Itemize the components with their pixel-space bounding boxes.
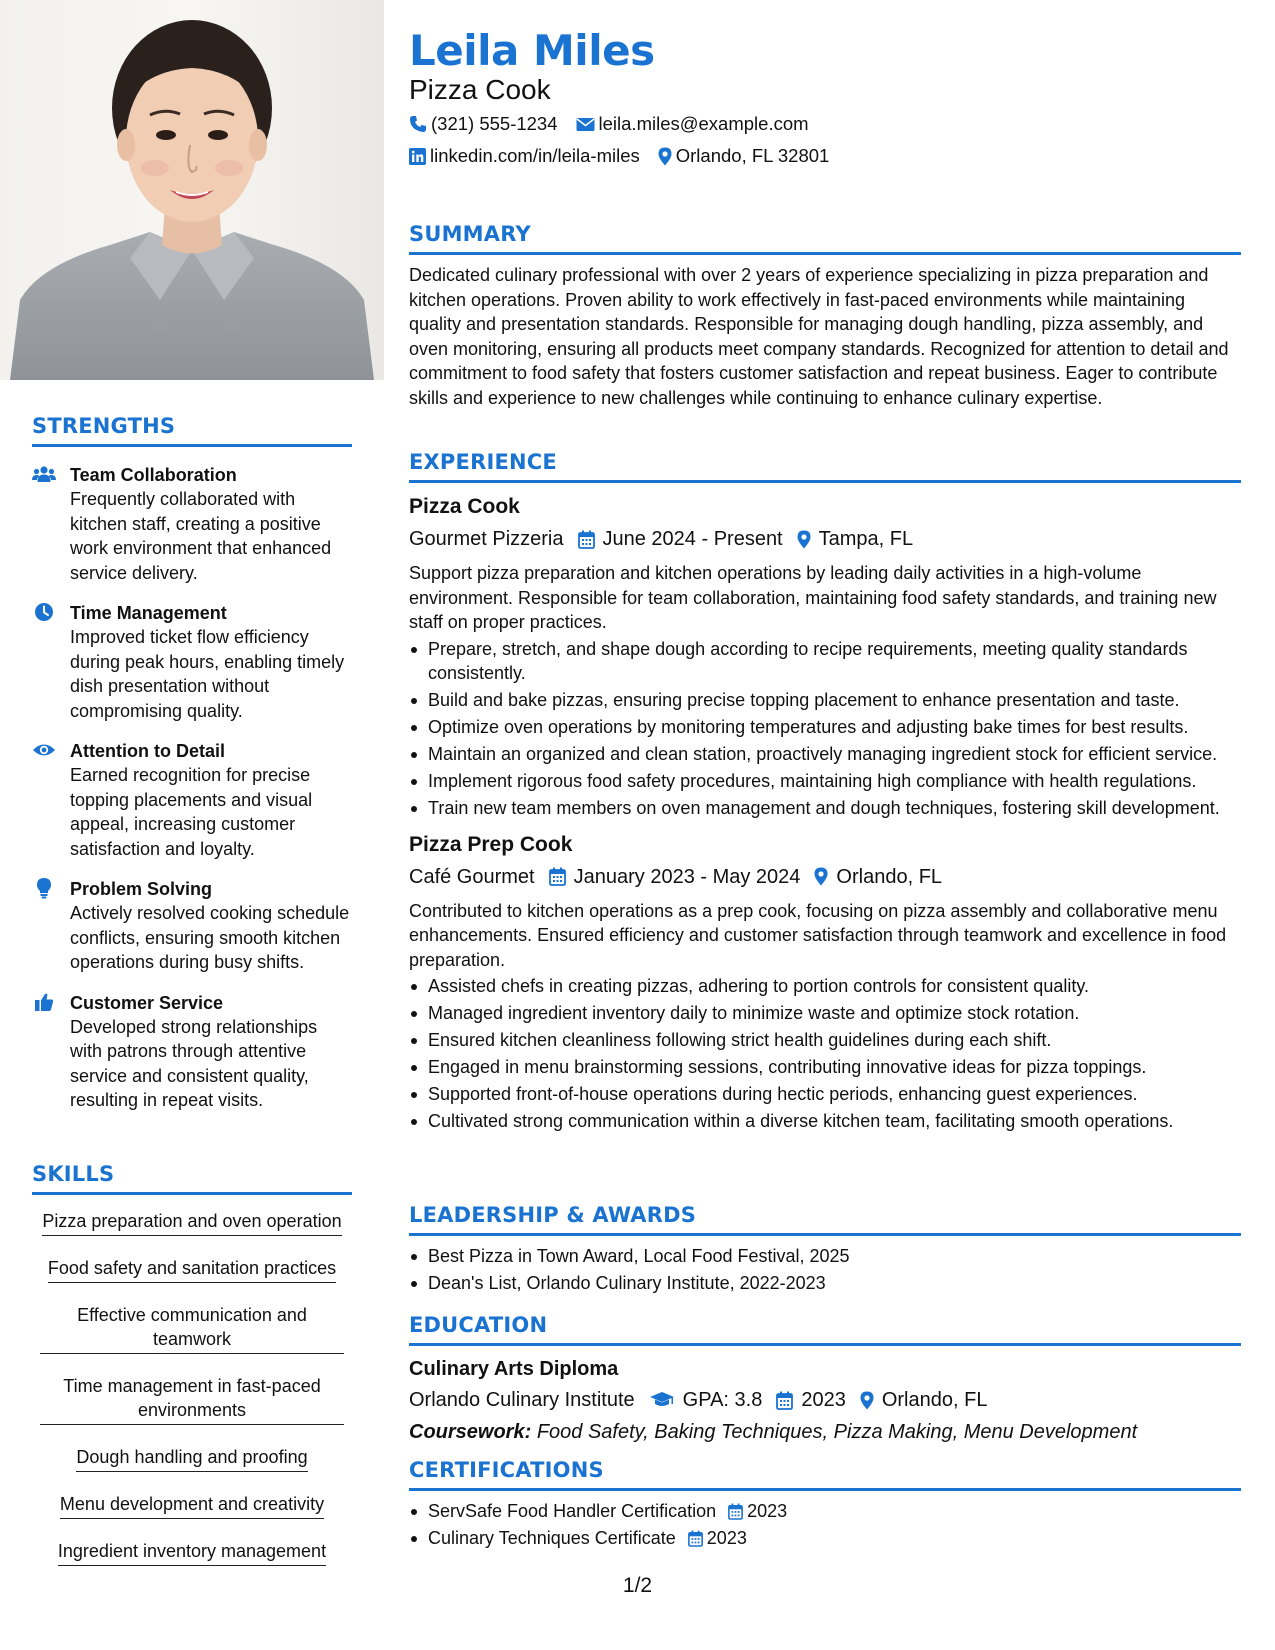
lightbulb-icon bbox=[32, 878, 56, 898]
strength-item bbox=[32, 601, 352, 723]
clock-icon bbox=[32, 602, 56, 622]
list-item: Dean's List, Orlando Culinary Institute, 2022-2023 bbox=[409, 1271, 1241, 1296]
year-value: 2023 bbox=[801, 1389, 846, 1411]
date-range: January 2023 - May 2024 bbox=[573, 865, 801, 888]
strength-item bbox=[32, 739, 352, 861]
strength-description: Frequently collaborated with kitchen staff, creating a positive work environment that enhanced service delivery. bbox=[70, 489, 332, 583]
skill-item: Pizza preparation and oven operation bbox=[42, 1209, 341, 1236]
gpa-value: GPA: 3.8 bbox=[682, 1389, 763, 1411]
page-number: 1/2 bbox=[622, 1574, 653, 1597]
experience-section bbox=[409, 450, 1241, 1136]
list-item: Build and bake pizzas, ensuring precise topping placement to enhance presentation and taste. bbox=[409, 688, 1241, 713]
phone-number: (321) 555-1234 bbox=[431, 113, 558, 134]
job-description: Support pizza preparation and kitchen operations by leading daily activities in a high-volume environment. Responsible for team collaboration, maintaining food safety standards, and training new staff on proper practices. bbox=[409, 563, 1217, 632]
calendar-icon bbox=[688, 1530, 703, 1547]
company-name: Gourmet Pizzeria bbox=[409, 528, 564, 550]
strength-description: Actively resolved cooking schedule conflicts, ensuring smooth kitchen operations during busy shifts. bbox=[70, 903, 350, 972]
strength-description: Earned recognition for precise topping placements and visual appeal, increasing customer satisfaction and loyalty. bbox=[70, 765, 313, 859]
job-location bbox=[814, 863, 942, 891]
graduation-cap-icon bbox=[649, 1391, 675, 1409]
skills-section bbox=[32, 1162, 352, 1586]
job-description: Contributed to kitchen operations as a prep cook, focusing on pizza assembly and collaborative menu enhancements. Ensured efficiency and customer satisfaction through teamwork and excellence in food preparation. bbox=[409, 900, 1227, 970]
awards-list bbox=[409, 1244, 1241, 1296]
strength-item bbox=[32, 463, 352, 585]
job-location bbox=[797, 525, 913, 553]
skills-heading: SKILLS bbox=[32, 1162, 115, 1186]
map-pin-icon bbox=[814, 867, 828, 886]
strength-title: Team Collaboration bbox=[70, 465, 237, 485]
calendar-icon bbox=[549, 867, 566, 886]
job-title: Pizza Prep Cook bbox=[409, 832, 573, 856]
skill-item: Ingredient inventory management bbox=[58, 1539, 326, 1566]
graduation-year bbox=[776, 1386, 846, 1414]
location-text: Orlando, FL bbox=[881, 1389, 988, 1411]
school-name: Orlando Culinary Institute bbox=[409, 1389, 635, 1411]
thumbs-up-icon bbox=[32, 992, 56, 1012]
cert-name: Culinary Techniques Certificate bbox=[428, 1528, 676, 1548]
cert-year: 2023 bbox=[747, 1501, 788, 1521]
skill-item: Food safety and sanitation practices bbox=[48, 1256, 336, 1283]
summary-text: Dedicated culinary professional with over 2 years of experience specializing in pizza preparation and kitchen operations. Proven ability to work effectively in fast-paced environments while maintaining quality and presentation standards. Responsible for managing dough handling, pizza assembly, and oven monitoring, ensuring all products meet company standards. Recognized for attention to detail and commitment to food safety that fosters customer satisfaction and repeat business. Eager to contribute skills and experience to new challenges while continuing to enhance culinary expertise. bbox=[409, 265, 1229, 408]
company-name: Café Gourmet bbox=[409, 865, 535, 888]
strength-item bbox=[32, 877, 352, 975]
gpa bbox=[649, 1386, 763, 1414]
list-item: Optimize oven operations by monitoring temperatures and adjusting bake times for best results. bbox=[409, 715, 1241, 740]
phone-contact[interactable] bbox=[409, 113, 558, 135]
job-entry bbox=[409, 831, 1241, 1134]
list-item: Engaged in menu brainstorming sessions, contributing innovative ideas for pizza toppings. bbox=[409, 1055, 1241, 1080]
location-text: Orlando, FL bbox=[836, 865, 943, 888]
job-meta bbox=[409, 863, 1241, 891]
list-item: Supported front-of-house operations during hectic periods, enhancing guest experiences. bbox=[409, 1082, 1241, 1107]
job-bullets bbox=[409, 974, 1241, 1134]
certifications-section bbox=[409, 1458, 1241, 1553]
list-item: Prepare, stretch, and shape dough according to recipe requirements, meeting quality standards consistently. bbox=[409, 637, 1241, 686]
section-divider bbox=[409, 480, 1241, 483]
certifications-heading: CERTIFICATIONS bbox=[409, 1458, 604, 1482]
calendar-icon bbox=[728, 1503, 743, 1520]
skill-item: Effective communication and teamwork bbox=[40, 1303, 344, 1354]
coursework bbox=[409, 1418, 1241, 1446]
list-item: Ensured kitchen cleanliness following strict health guidelines during each shift. bbox=[409, 1028, 1241, 1053]
section-divider bbox=[409, 252, 1241, 255]
strength-description: Improved ticket flow efficiency during peak hours, enabling timely dish presentation without compromising quality. bbox=[70, 627, 345, 721]
list-item: Train new team members on oven management and dough techniques, fostering skill development. bbox=[409, 796, 1241, 821]
list-item bbox=[409, 1526, 1241, 1551]
summary-heading: SUMMARY bbox=[409, 222, 531, 246]
section-divider bbox=[409, 1488, 1241, 1491]
awards-heading: LEADERSHIP & AWARDS bbox=[409, 1203, 697, 1227]
job-title: Pizza Cook bbox=[409, 495, 520, 518]
phone-icon bbox=[409, 115, 427, 133]
job-entry bbox=[409, 493, 1241, 821]
linkedin-url: linkedin.com/in/leila-miles bbox=[430, 145, 640, 166]
location-text: Orlando, FL 32801 bbox=[675, 145, 830, 166]
list-item: Implement rigorous food safety procedures, maintaining high compliance with health regulations. bbox=[409, 769, 1241, 794]
contact-row bbox=[409, 113, 827, 135]
map-pin-icon bbox=[658, 147, 672, 166]
school-location bbox=[860, 1386, 988, 1414]
eye-icon bbox=[32, 740, 56, 760]
education-meta bbox=[409, 1386, 1241, 1414]
degree-title: Culinary Arts Diploma bbox=[409, 1358, 619, 1380]
contact-row bbox=[409, 145, 847, 167]
list-item: Managed ingredient inventory daily to minimize waste and optimize stock rotation. bbox=[409, 1001, 1241, 1026]
list-item: Assisted chefs in creating pizzas, adhering to portion controls for consistent quality. bbox=[409, 974, 1241, 999]
location-text: Tampa, FL bbox=[818, 528, 914, 550]
section-divider bbox=[409, 1233, 1241, 1236]
section-divider bbox=[409, 1343, 1241, 1346]
awards-section bbox=[409, 1203, 1241, 1298]
linkedin-contact[interactable] bbox=[409, 145, 640, 167]
strengths-heading: STRENGTHS bbox=[32, 414, 176, 438]
job-dates bbox=[578, 525, 783, 553]
date-range: June 2024 - Present bbox=[602, 528, 783, 550]
map-pin-icon bbox=[797, 530, 811, 549]
strength-title: Time Management bbox=[70, 603, 227, 623]
strength-title: Problem Solving bbox=[70, 879, 213, 899]
candidate-title: Pizza Cook bbox=[409, 74, 551, 105]
location-contact bbox=[658, 145, 830, 167]
list-item: Maintain an organized and clean station, proactively managing ingredient stock for efficient service. bbox=[409, 742, 1241, 767]
job-meta bbox=[409, 525, 1241, 553]
linkedin-icon bbox=[409, 148, 426, 165]
users-icon bbox=[32, 464, 56, 484]
email-contact[interactable] bbox=[576, 113, 809, 135]
skills-list bbox=[32, 1209, 352, 1566]
strength-description: Developed strong relationships with patrons through attentive service and consistent quality, resulting in repeat visits. bbox=[70, 1016, 318, 1110]
job-dates bbox=[549, 863, 801, 891]
job-bullets bbox=[409, 637, 1241, 821]
list-item: Best Pizza in Town Award, Local Food Festival, 2025 bbox=[409, 1244, 1241, 1269]
email-address: leila.miles@example.com bbox=[598, 113, 809, 134]
strength-title: Customer Service bbox=[70, 992, 224, 1013]
left-column bbox=[0, 0, 384, 1650]
calendar-icon bbox=[578, 530, 595, 549]
section-divider bbox=[32, 1192, 352, 1195]
education-section bbox=[409, 1313, 1241, 1446]
envelope-icon bbox=[576, 117, 595, 132]
skill-item: Menu development and creativity bbox=[60, 1492, 324, 1519]
strength-item bbox=[32, 991, 352, 1113]
map-pin-icon bbox=[860, 1391, 874, 1410]
cert-name: ServSafe Food Handler Certification bbox=[428, 1501, 717, 1521]
education-heading: EDUCATION bbox=[409, 1313, 548, 1337]
cert-year: 2023 bbox=[706, 1528, 747, 1548]
candidate-name: Leila Miles bbox=[409, 26, 655, 75]
calendar-icon bbox=[776, 1391, 793, 1410]
profile-photo bbox=[0, 0, 384, 380]
skill-item: Time management in fast-paced environments bbox=[40, 1374, 344, 1425]
strength-title: Attention to Detail bbox=[70, 741, 225, 761]
strengths-section bbox=[32, 414, 352, 1113]
list-item bbox=[409, 1499, 1241, 1524]
coursework-list: Food Safety, Baking Techniques, Pizza Making, Menu Development bbox=[536, 1421, 1138, 1443]
section-divider bbox=[32, 444, 352, 447]
coursework-label: Coursework: bbox=[409, 1421, 532, 1443]
summary-section bbox=[409, 222, 1241, 410]
experience-heading: EXPERIENCE bbox=[409, 450, 557, 474]
skill-item: Dough handling and proofing bbox=[76, 1445, 307, 1472]
certifications-list bbox=[409, 1499, 1241, 1551]
list-item: Cultivated strong communication within a diverse kitchen team, facilitating smooth operations. bbox=[409, 1109, 1241, 1134]
